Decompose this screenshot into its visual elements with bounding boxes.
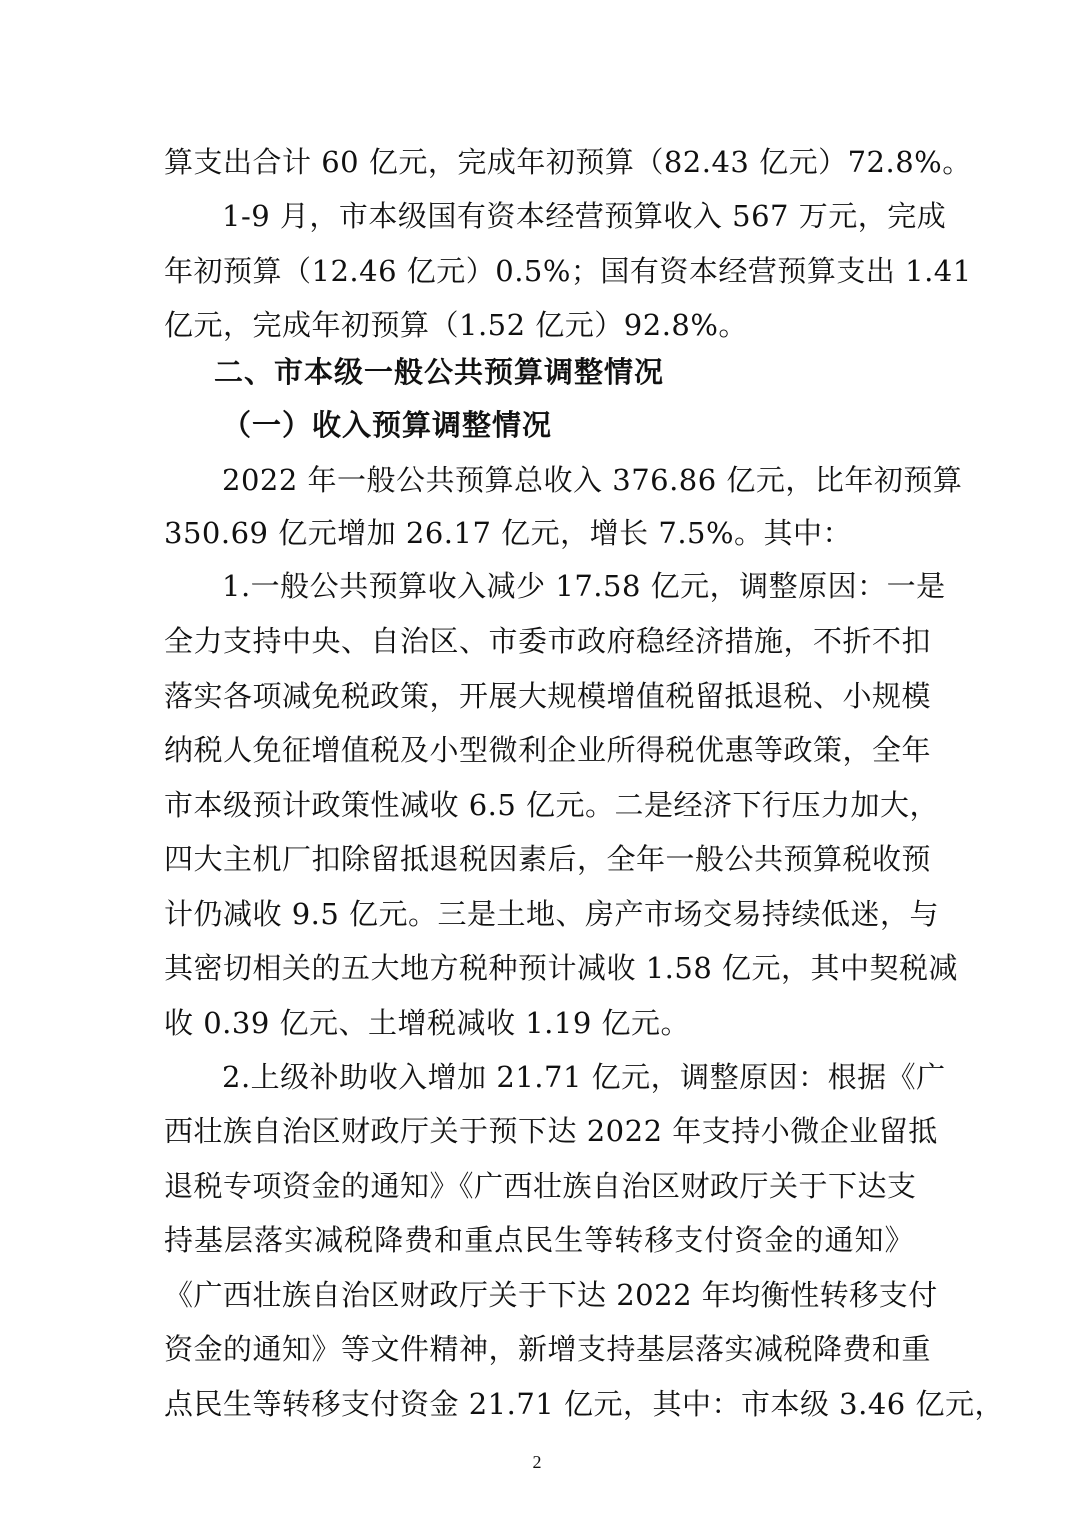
item2-para-line: 西壮族自治区财政厅关于预下达 2022 年支持小微企业留抵 bbox=[164, 1114, 938, 1148]
item2-para-line: 资金的通知》等文件精神，新增支持基层落实减税降费和重 bbox=[164, 1332, 932, 1366]
section-heading: 二、市本级一般公共预算调整情况 bbox=[214, 355, 665, 389]
capital-para-line: 亿元，完成年初预算（1.52 亿元）92.8%。 bbox=[164, 308, 748, 342]
item2-para-line: 2.上级补助收入增加 21.71 亿元，调整原因：根据《广 bbox=[222, 1060, 946, 1094]
item1-para-line: 落实各项减免税政策，开展大规模增值税留抵退税、小规模 bbox=[164, 679, 932, 713]
item1-para-line: 其密切相关的五大地方税种预计减收 1.58 亿元，其中契税减 bbox=[164, 951, 959, 985]
subsection-heading: （一）收入预算调整情况 bbox=[222, 408, 553, 442]
item2-para-line: 持基层落实减税降费和重点民生等转移支付资金的通知》 bbox=[164, 1223, 914, 1257]
item1-para-line: 纳税人免征增值税及小型微利企业所得税优惠等政策，全年 bbox=[164, 733, 932, 767]
intro-tail-line: 算支出合计 60 亿元，完成年初预算（82.43 亿元）72.8%。 bbox=[164, 145, 972, 179]
item1-para-line: 计仍减收 9.5 亿元。三是土地、房产市场交易持续低迷，与 bbox=[164, 897, 940, 931]
item2-para-line: 退税专项资金的通知》《广西壮族自治区财政厅关于下达支 bbox=[164, 1169, 917, 1203]
item2-para-line: 点民生等转移支付资金 21.71 亿元，其中：市本级 3.46 亿元， bbox=[164, 1387, 1004, 1421]
item1-para-line: 四大主机厂扣除留抵退税因素后，全年一般公共预算税收预 bbox=[164, 842, 932, 876]
item1-para-line: 市本级预计政策性减收 6.5 亿元。二是经济下行压力加大， bbox=[164, 788, 940, 822]
item1-para-line: 1.一般公共预算收入减少 17.58 亿元，调整原因：一是 bbox=[222, 569, 946, 603]
summary-para-line: 2022 年一般公共预算总收入 376.86 亿元，比年初预算 bbox=[222, 463, 963, 497]
item1-para-line: 收 0.39 亿元、土增税减收 1.19 亿元。 bbox=[164, 1006, 691, 1040]
item1-para-line: 全力支持中央、自治区、市委市政府稳经济措施，不折不扣 bbox=[164, 624, 932, 658]
item2-para-line: 《广西壮族自治区财政厅关于下达 2022 年均衡性转移支付 bbox=[164, 1278, 938, 1312]
capital-para-line: 年初预算（12.46 亿元）0.5%；国有资本经营预算支出 1.41 bbox=[164, 254, 972, 288]
capital-para-line: 1-9 月，市本级国有资本经营预算收入 567 万元，完成 bbox=[222, 199, 947, 233]
page-number: 2 bbox=[532, 1452, 542, 1472]
summary-para-line: 350.69 亿元增加 26.17 亿元，增长 7.5%。其中： bbox=[164, 516, 853, 550]
